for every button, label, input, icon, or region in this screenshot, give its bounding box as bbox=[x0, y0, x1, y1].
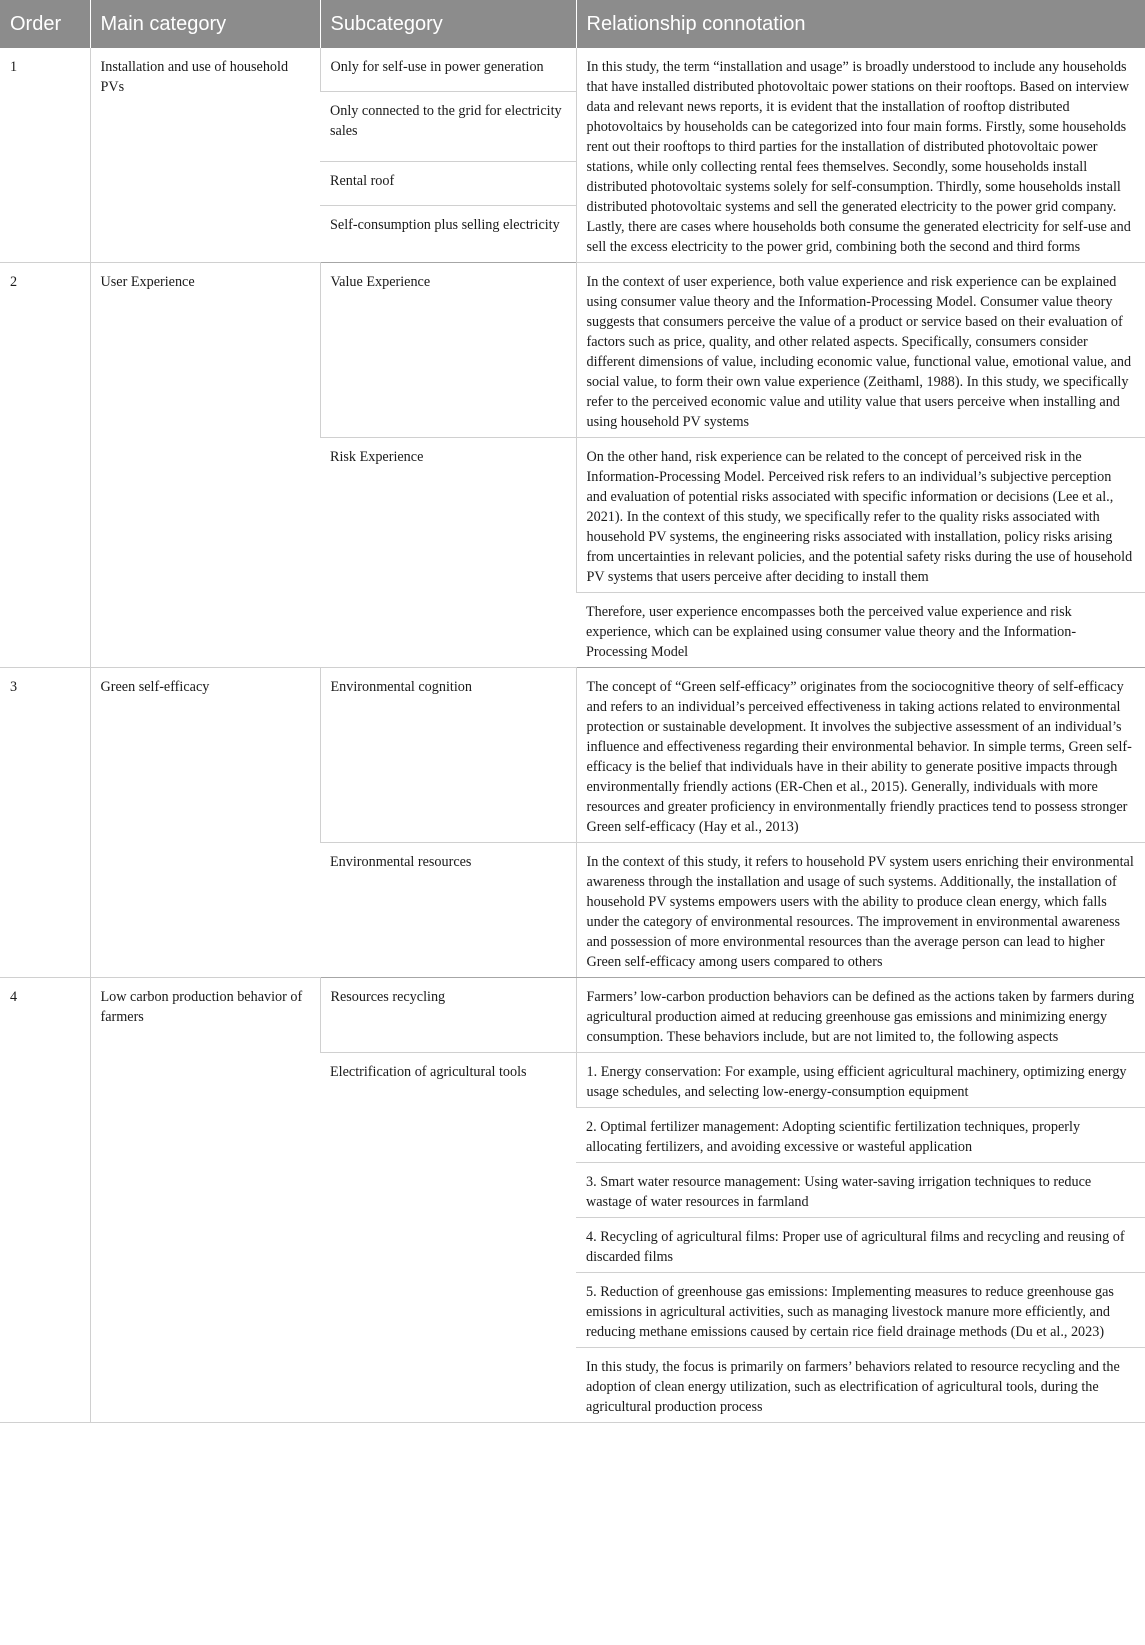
subcategory-cell: Only for self-use in power generation bbox=[320, 48, 576, 92]
header-main-category: Main category bbox=[90, 0, 320, 48]
connotation-cell: 2. Optimal fertilizer management: Adopting scientific fertilization techniques, properly allocating fertilizers, and avoiding excessive or wasteful application bbox=[576, 1108, 1145, 1163]
connotation-cell: In the context of user experience, both value experience and risk experience can be explained using consumer value theory and the Information-Processing Model. Consumer value theory suggests that consumers perceive the value of a product or service based on their evaluation of factors such as price, quality, and other related aspects. Specifically, consumers consider different dimensions of value, including economic value, functional value, emotional value, and social value, to form their own value experience (Zeithaml, 1988). In this study, we specifically refer to the perceived economic value and utility value that users perceive when installing and using household PV systems bbox=[576, 263, 1145, 438]
subcategory-cell: Only connected to the grid for electricity sales bbox=[320, 92, 576, 162]
connotation-cell: Farmers’ low-carbon production behaviors can be defined as the actions taken by farmers during agricultural production aimed at reducing greenhouse gas emissions and minimizing energy consumption. These behaviors include, but are not limited to, the following aspects bbox=[576, 978, 1145, 1053]
subcategory-cell: Rental roof bbox=[320, 161, 576, 205]
connotation-cell: In the context of this study, it refers to household PV system users enriching their environmental awareness through the installation and usage of such systems. Additionally, the installation of household PV systems empowers users with the ability to produce clean energy, which falls under the category of environmental resources. The improvement in environmental awareness and possession of more environmental resources than the average person can lead to higher Green self-efficacy among users compared to others bbox=[576, 843, 1145, 978]
subcategory-cell: Environmental cognition bbox=[320, 668, 576, 843]
header-row bbox=[0, 0, 1145, 48]
main-category-cell: Green self-efficacy bbox=[90, 668, 320, 978]
subcategory-cell: Resources recycling bbox=[320, 978, 576, 1053]
subcategory-cell: Environmental resources bbox=[320, 843, 576, 978]
main-category-cell: Installation and use of household PVs bbox=[90, 48, 320, 263]
connotation-cell: The concept of “Green self-efficacy” originates from the sociocognitive theory of self-efficacy and refers to an individual’s perceived effectiveness in taking actions related to environmental protection or sustainable development. It involves the subjective assessment of an individual’s influence and effectiveness regarding their environmental behavior. In simple terms, Green self-efficacy is the belief that individuals have in their ability to generate positive impacts through environmentally friendly actions (ER-Chen et al., 2015). Generally, individuals with more resources and greater proficiency in environmentally friendly practices tend to possess stronger Green self-efficacy (Hay et al., 2013) bbox=[576, 668, 1145, 843]
order-cell: 4 bbox=[0, 978, 90, 1423]
header-relationship-connotation: Relationship connotation bbox=[576, 0, 1145, 48]
subcategory-cell: Risk Experience bbox=[320, 438, 576, 668]
table-row bbox=[0, 668, 1145, 843]
subcategory-cell: Self-consumption plus selling electricity bbox=[320, 206, 576, 263]
main-category-cell: User Experience bbox=[90, 263, 320, 668]
order-cell: 3 bbox=[0, 668, 90, 978]
connotation-cell: 3. Smart water resource management: Using water-saving irrigation techniques to reduce wastage of water resources in farmland bbox=[576, 1163, 1145, 1218]
table-row bbox=[0, 48, 1145, 92]
header-subcategory: Subcategory bbox=[320, 0, 576, 48]
order-cell: 2 bbox=[0, 263, 90, 668]
subcategory-cell: Electrification of agricultural tools bbox=[320, 1053, 576, 1423]
connotation-cell: 4. Recycling of agricultural films: Proper use of agricultural films and recycling and reusing of discarded films bbox=[576, 1218, 1145, 1273]
table-row bbox=[0, 263, 1145, 438]
connotation-cell: On the other hand, risk experience can be related to the concept of perceived risk in the Information-Processing Model. Perceived risk refers to an individual’s subjective perception and evaluation of potential risks associated with specific information or decisions (Lee et al., 2021). In the context of this study, we specifically refer to the quality risks associated with household PV systems, the engineering risks associated with installation, policy risks arising from uncertainties in relevant policies, and the potential safety risks during the use of household PV systems that users perceive after deciding to install them bbox=[576, 438, 1145, 593]
connotation-cell: 1. Energy conservation: For example, using efficient agricultural machinery, optimizing energy usage schedules, and selecting low-energy-consumption equipment bbox=[576, 1053, 1145, 1108]
connotation-cell: In this study, the focus is primarily on farmers’ behaviors related to resource recycling and the adoption of clean energy utilization, such as electrification of agricultural tools, during the agricultural production process bbox=[576, 1348, 1145, 1423]
main-category-cell: Low carbon production behavior of farmers bbox=[90, 978, 320, 1423]
header-order: Order bbox=[0, 0, 90, 48]
order-cell: 1 bbox=[0, 48, 90, 263]
connotation-cell: Therefore, user experience encompasses both the perceived value experience and risk experience, which can be explained using consumer value theory and the Information-Processing Model bbox=[576, 593, 1145, 668]
connotation-cell: In this study, the term “installation and usage” is broadly understood to include any households that have installed distributed photovoltaic power stations on their rooftops. Based on interview data and relevant news reports, it is evident that the installation of rooftop distributed photovoltaics by households can be categorized into four main forms. Firstly, some households rent out their rooftops to third parties for the installation of distributed photovoltaic power stations, while only collecting rental fees themselves. Secondly, some households install distributed photovoltaic systems solely for self-consumption. Thirdly, some households install distributed photovoltaic systems and sell the generated electricity to the power grid company. Lastly, there are cases where households both consume the generated electricity for self-use and sell the excess electricity to the power grid, combining both the second and third forms bbox=[576, 48, 1145, 263]
subcategory-cell: Value Experience bbox=[320, 263, 576, 438]
connotation-cell: 5. Reduction of greenhouse gas emissions: Implementing measures to reduce greenhouse gas emissions in agricultural activities, such as managing livestock manure more efficiently, and reducing methane emissions caused by certain rice field drainage methods (Du et al., 2023) bbox=[576, 1273, 1145, 1348]
table-row bbox=[0, 978, 1145, 1053]
